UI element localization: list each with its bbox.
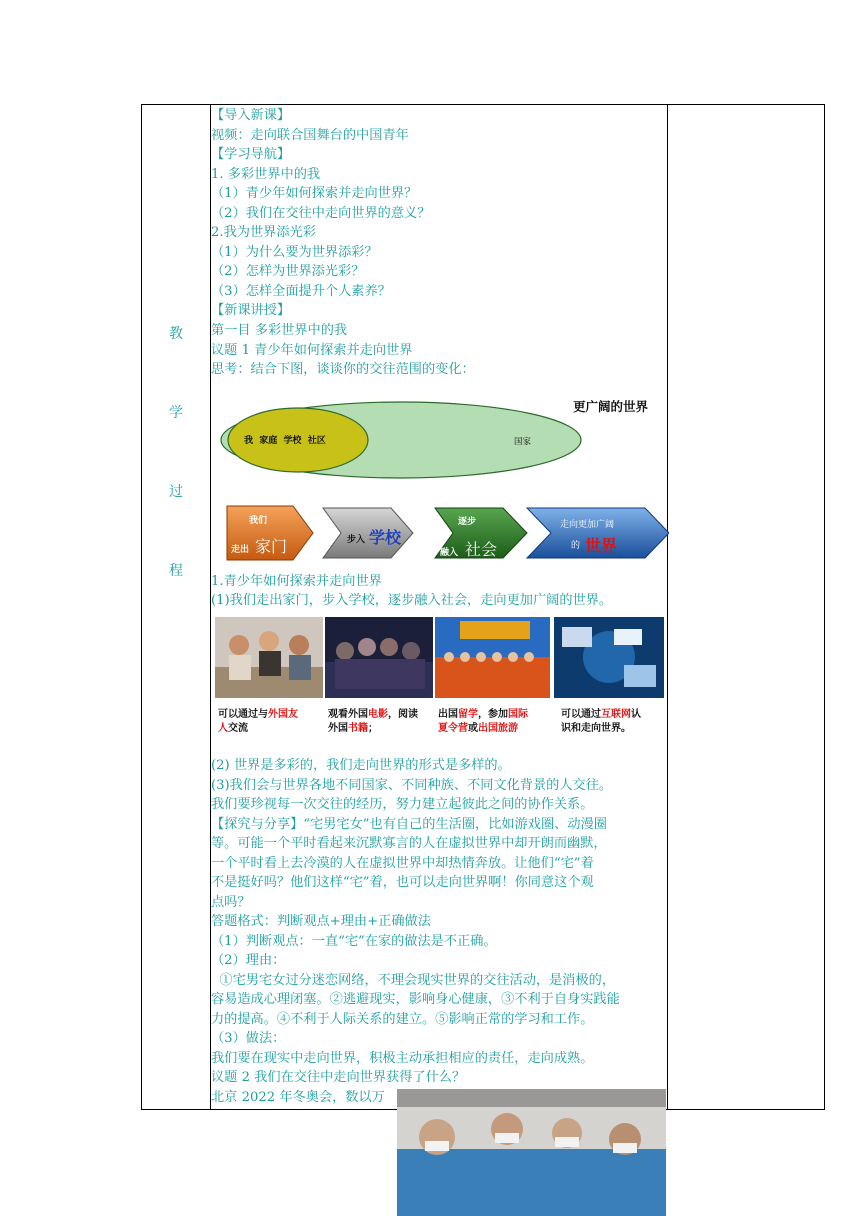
wider-world-label: 更广阔的世界 bbox=[573, 399, 649, 414]
text-line: 议题 2 我们在交往中走向世界获得了什么？ bbox=[211, 1070, 466, 1085]
community-label: 我 家庭 学校 社区 bbox=[244, 436, 326, 446]
arrow-label-small: 走出 bbox=[231, 545, 250, 555]
text-line: 1.青少年如何探索并走向世界 bbox=[211, 574, 382, 589]
section-heading: 【新课讲授】 bbox=[211, 303, 291, 318]
arrow-label-small: 走向更加广阔 bbox=[560, 520, 615, 530]
text-line: 议题 1 青少年如何探索并走向世界 bbox=[211, 343, 413, 358]
side-label-char: 程 bbox=[169, 563, 183, 579]
photo-internet bbox=[554, 617, 664, 698]
arrow-label-small: 我们 bbox=[249, 516, 268, 526]
arrow-label-small: 逐步 bbox=[458, 517, 477, 527]
text-line: 我们要在现实中走向世界，积极主动承担相应的责任，走向成熟。 bbox=[211, 1051, 594, 1066]
text-line: 等。可能一个平时看起来沉默寡言的人在虚拟世界中却开朗而幽默， bbox=[211, 836, 607, 851]
text-line: 力的提高。④不利于人际关系的建立。⑤影响正常的学习和工作。 bbox=[211, 1012, 594, 1027]
side-label-char: 学 bbox=[169, 405, 183, 421]
photo-caption: 可以通过与外国友 人交流 bbox=[218, 709, 298, 734]
photo-summer-camp bbox=[435, 617, 550, 698]
photo-caption: 可以通过互联网认 识和走向世界。 bbox=[561, 709, 641, 734]
text-line: （1）为什么要为世界添彩？ bbox=[211, 245, 378, 260]
text-line: 思考：结合下图，谈谈你的交往范围的变化： bbox=[211, 362, 475, 377]
photo-olympic-volunteers bbox=[397, 1089, 666, 1216]
text-line: 视频：走向联合国舞台的中国青年 bbox=[211, 128, 409, 143]
text-line: 点吗？ bbox=[211, 895, 251, 910]
text-line: 第一目 多彩世界中的我 bbox=[211, 323, 348, 338]
arrow-label-small: 的 bbox=[571, 541, 581, 551]
country-label: 国家 bbox=[514, 437, 532, 447]
photo-friends bbox=[215, 617, 323, 698]
text-line: （1）判断观点：一直“宅”在家的做法是不正确。 bbox=[211, 934, 497, 949]
text-line: 北京 2022 年冬奥会，数以万 bbox=[211, 1090, 385, 1105]
arrow-label-small: 步入 bbox=[347, 535, 366, 545]
text-line: （2）理由： bbox=[211, 953, 286, 968]
text-line: (3)我们会与世界各地不同国家、不同种族、不同文化背景的人交往。 bbox=[211, 778, 613, 793]
text-line: (1)我们走出家门，步入学校，逐步融入社会，走向更加广阔的世界。 bbox=[211, 593, 613, 608]
text-line: 我们要珍视每一次交往的经历，努力建立起彼此之间的协作关系。 bbox=[211, 797, 594, 812]
arrow-label-big: 学校 bbox=[369, 528, 402, 547]
photo-movie-poster bbox=[325, 617, 433, 698]
arrow-label-small: 融入 bbox=[440, 548, 459, 558]
section-heading: 【学习导航】 bbox=[211, 147, 291, 162]
text-line: （3）做法： bbox=[211, 1031, 286, 1046]
arrow-label-big: 世界 bbox=[585, 536, 618, 555]
text-line: 不是挺好吗？他们这样“宅”着，也可以走向世界啊！你同意这个观 bbox=[211, 875, 594, 890]
arrow-label-big: 社会 bbox=[465, 540, 498, 559]
text-line: 1. 多彩世界中的我 bbox=[211, 167, 321, 182]
side-label-char: 过 bbox=[169, 484, 183, 500]
arrow-label-big: 家门 bbox=[255, 537, 288, 556]
column-divider-right bbox=[667, 105, 668, 1109]
text-line: （2）怎样为世界添光彩？ bbox=[211, 264, 365, 279]
text-line: 容易造成心理闭塞。②逃避现实，影响身心健康，③不利于自身实践能 bbox=[211, 992, 620, 1007]
text-line: （3）怎样全面提升个人素养？ bbox=[211, 284, 391, 299]
photo-caption: 出国留学，参加国际 夏令营或出国旅游 bbox=[438, 709, 528, 734]
text-line: （2）我们在交往中走向世界的意义？ bbox=[211, 206, 431, 221]
text-line: ①宅男宅女过分迷恋网络，不理会现实世界的交往活动，是消极的， bbox=[211, 973, 616, 988]
text-line: （1）青少年如何探索并走向世界？ bbox=[211, 186, 418, 201]
text-line: 答题格式：判断观点+理由+正确做法 bbox=[211, 914, 431, 929]
section-heading: 【导入新课】 bbox=[211, 108, 291, 123]
text-line: 2.我为世界添光彩 bbox=[211, 225, 316, 240]
photo-caption: 观看外国电影，阅读 外国书籍； bbox=[328, 709, 418, 734]
text-line: 一个平时看上去冷漠的人在虚拟世界中却热情奔放。让他们“宅”着 bbox=[211, 856, 594, 871]
text-line: (2) 世界是多彩的，我们走向世界的形式是多样的。 bbox=[211, 758, 511, 773]
section-heading: 【探究与分享】“宅男宅女”也有自己的生活圈，比如游戏圈、动漫圈 bbox=[211, 817, 607, 832]
side-label-char: 教 bbox=[169, 326, 183, 342]
